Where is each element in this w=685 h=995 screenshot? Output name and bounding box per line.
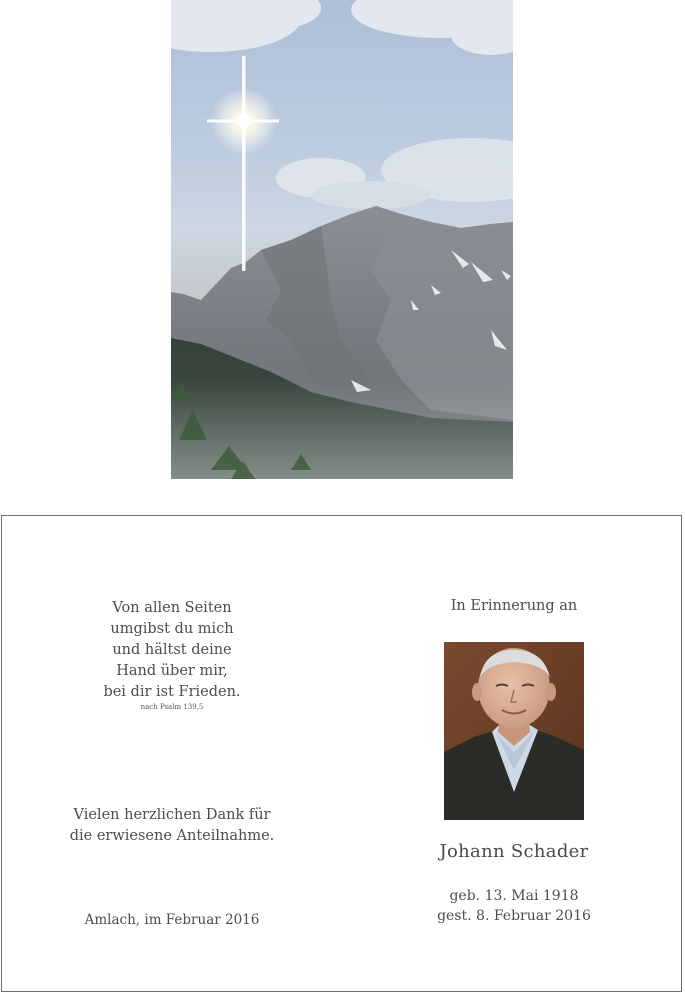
place-and-date: Amlach, im Februar 2016 xyxy=(84,912,260,928)
verse-line: umgibst du mich xyxy=(110,621,234,637)
deceased-name: Johann Schader xyxy=(439,841,589,862)
bible-verse xyxy=(72,598,272,712)
verse-line: bei dir ist Frieden. xyxy=(103,684,241,700)
memory-heading: In Erinnerung an xyxy=(450,598,578,614)
death-date: gest. 8. Februar 2016 xyxy=(437,908,591,924)
thanks-line: die erwiesene Anteilnahme. xyxy=(69,828,275,844)
birth-date: geb. 13. Mai 1918 xyxy=(449,888,579,904)
thanks-line: Vielen herzlichen Dank für xyxy=(73,807,271,823)
verse-line: Von allen Seiten xyxy=(112,600,232,616)
verse-source: nach Psalm 139,5 xyxy=(140,703,204,711)
cross-of-light-icon xyxy=(207,56,279,271)
thanks-note xyxy=(52,805,292,847)
verse-line: und hältst deine xyxy=(112,642,232,658)
verse-line: Hand über mir, xyxy=(116,663,228,679)
life-dates xyxy=(394,886,634,926)
portrait-photo xyxy=(444,642,584,820)
cover-photo xyxy=(171,0,513,479)
memorial-card-inside xyxy=(1,515,682,992)
